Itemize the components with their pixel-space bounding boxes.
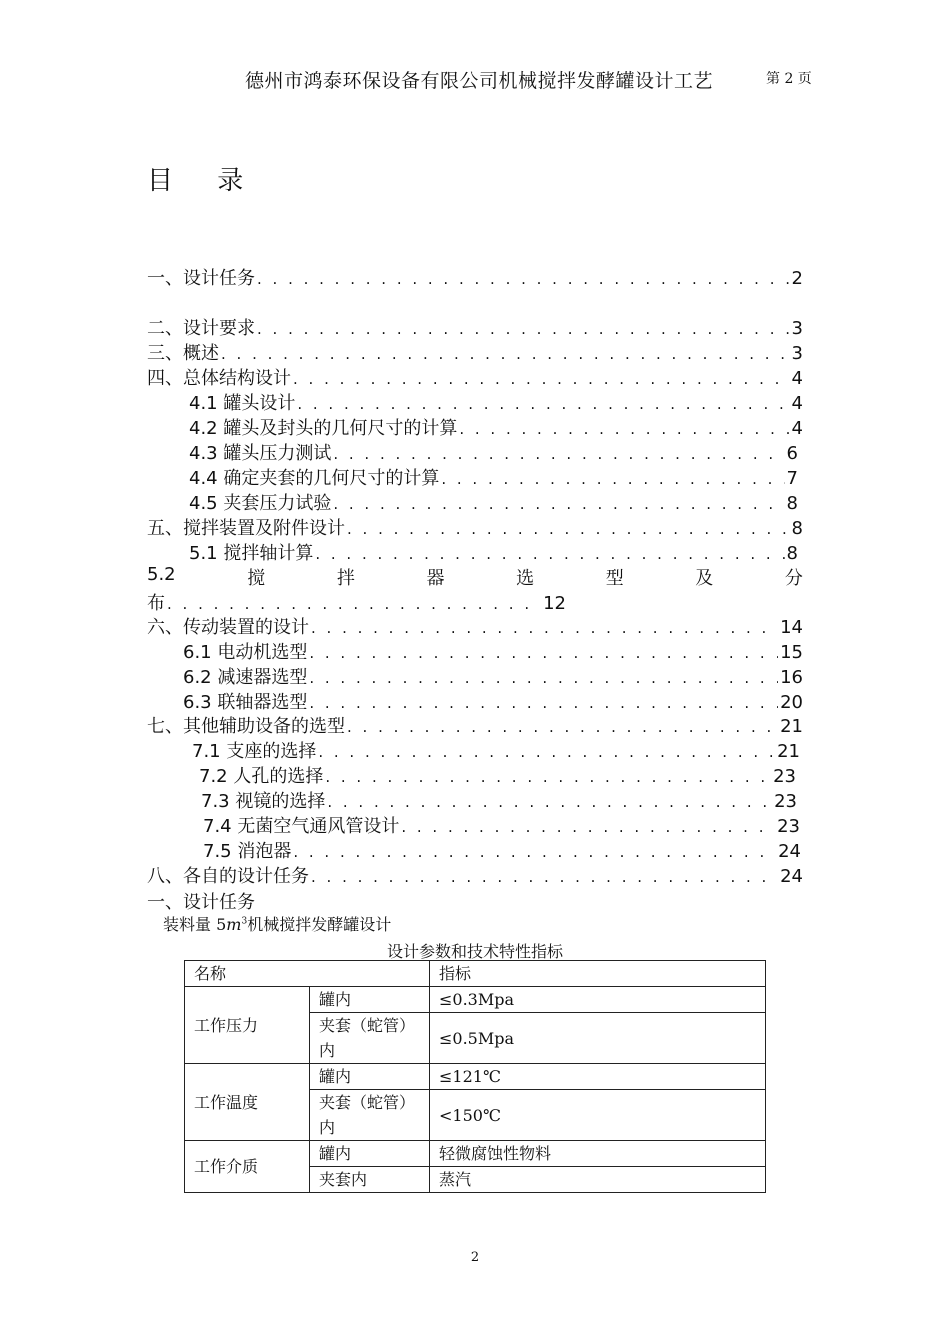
group-name-cell: 工作温度: [185, 1064, 310, 1141]
toc-entry[interactable]: [147, 613, 803, 637]
toc-entry-page: 4: [791, 368, 803, 389]
header-title: 德州市鸿泰环保设备有限公司机械搅拌发酵罐设计工艺: [245, 70, 714, 92]
subtitle-prefix: 装料量 5: [163, 915, 227, 934]
toc-entry[interactable]: [147, 862, 803, 886]
toc-spread-word: 型: [605, 568, 624, 589]
toc-entry-page: 4: [791, 393, 803, 414]
toc-entry[interactable]: [189, 414, 803, 438]
toc-spread-word: 器: [426, 568, 445, 589]
toc-entry-page: 8: [791, 518, 803, 539]
sub-item-cell: 夹套（蛇管）内: [310, 1090, 430, 1141]
sub-item-cell: 罐内: [310, 1141, 430, 1167]
toc-entry-page: 6: [786, 443, 798, 464]
subtitle-sup: 3: [241, 916, 248, 927]
toc-entry-page: 24: [778, 841, 801, 862]
toc-entry-page: 8: [786, 543, 798, 564]
toc-entry[interactable]: [201, 787, 797, 811]
toc-entry-label: 6.3 联轴器选型: [183, 692, 308, 713]
toc-entry-label: 7.1 支座的选择: [192, 741, 317, 762]
subtitle-suffix: 机械搅拌发酵罐设计: [247, 915, 392, 934]
toc-leader-dots: [459, 420, 789, 438]
toc-entry[interactable]: [203, 837, 801, 861]
sub-item-cell: 罐内: [310, 1064, 430, 1090]
toc-leader-dots: [311, 868, 778, 886]
toc-entry[interactable]: [189, 489, 798, 513]
value-cell: ≤0.5Mpa: [430, 1013, 766, 1064]
toc-entry[interactable]: [147, 339, 803, 363]
toc-entry-label: 二、设计要求: [147, 318, 255, 339]
toc-leader-dots: [257, 320, 790, 338]
toc-spread-word: 5.2: [147, 564, 176, 585]
toc-leader-dots: [293, 370, 790, 388]
table-header-row: [185, 961, 766, 987]
toc-leader-dots: [318, 743, 775, 761]
toc-entry[interactable]: [203, 812, 800, 836]
toc-leader-dots: [311, 619, 778, 637]
toc-leader-dots: [293, 843, 776, 861]
toc-entry-label: 六、传动装置的设计: [147, 617, 309, 638]
toc-entry-label: 五、搅拌装置及附件设计: [147, 518, 345, 539]
toc-entry[interactable]: [147, 712, 803, 736]
toc-entry-page: 12: [543, 593, 566, 614]
toc-leader-dots: [327, 793, 772, 811]
design-parameters-table: [184, 960, 766, 1193]
toc-leader-dots: [315, 545, 784, 563]
toc-entry-page: 2: [791, 268, 803, 289]
toc-entry-label: 6.2 减速器选型: [183, 667, 308, 688]
footer-page-number: 2: [470, 1250, 480, 1265]
subtitle-unit: m: [226, 915, 242, 934]
toc-entry-page: 14: [780, 617, 803, 638]
toc-spread-word: 搅: [247, 568, 266, 589]
toc-entry-label: 7.2 人孔的选择: [199, 766, 324, 787]
toc-entry[interactable]: [147, 514, 803, 538]
toc-entry[interactable]: [192, 737, 800, 761]
toc-entry-label: 6.1 电动机选型: [183, 642, 308, 663]
toc-spread-word: 选: [516, 568, 535, 589]
toc-leader-dots: [257, 270, 790, 288]
header-page-label: 第 2 页: [766, 71, 812, 87]
toc-leader-dots: [309, 669, 778, 687]
toc-entry-label: 4.2 罐头及封头的几何尺寸的计算: [189, 418, 458, 439]
toc-entry-page: 15: [780, 642, 803, 663]
toc-entry-label: 4.3 罐头压力测试: [189, 443, 332, 464]
toc-entry[interactable]: [189, 439, 798, 463]
toc-leader-dots: [347, 520, 790, 538]
toc-spread-word: 拌: [336, 568, 355, 589]
table-row: [185, 987, 766, 1013]
toc-entry[interactable]: [189, 464, 798, 488]
toc-entry-label: 4.5 夹套压力试验: [189, 493, 332, 514]
toc-entry-page: 23: [774, 791, 797, 812]
toc-entry[interactable]: [147, 264, 803, 288]
toc-entry-page: 21: [780, 716, 803, 737]
value-cell: 轻微腐蚀性物料: [430, 1141, 766, 1167]
toc-entry-page: 21: [777, 741, 800, 762]
section-subtitle: [163, 912, 391, 935]
toc-entry-5-2-justified[interactable]: [147, 564, 803, 590]
value-cell: 蒸汽: [430, 1167, 766, 1193]
toc-heading: 目 录: [147, 166, 262, 196]
toc-entry-page: 8: [786, 493, 798, 514]
toc-entry[interactable]: [183, 688, 803, 712]
toc-entry[interactable]: [199, 762, 796, 786]
toc-leader-dots: [167, 595, 541, 613]
toc-entry[interactable]: [147, 314, 803, 338]
toc-entry-label: 三、概述: [147, 343, 219, 364]
header-cell-value: 指标: [430, 961, 766, 987]
sub-item-cell: 夹套内: [310, 1167, 430, 1193]
toc-entry-page: 3: [791, 343, 803, 364]
table-caption: 设计参数和技术特性指标: [386, 942, 563, 961]
toc-leader-dots: [347, 718, 778, 736]
header-cell-name: 名称: [185, 961, 430, 987]
toc-entry-label: 4.1 罐头设计: [189, 393, 296, 414]
section-title: 一、设计任务: [147, 892, 255, 913]
toc-entry[interactable]: [183, 638, 803, 662]
toc-entry[interactable]: [189, 539, 798, 563]
group-name-cell: 工作介质: [185, 1141, 310, 1193]
table-row: [185, 1064, 766, 1090]
toc-entry-label: 7.4 无菌空气通风管设计: [203, 816, 400, 837]
toc-entry-label: 7.5 消泡器: [203, 841, 292, 862]
toc-spread-word: 及: [695, 568, 714, 589]
toc-entry[interactable]: [147, 364, 803, 388]
toc-entry-page: 3: [791, 318, 803, 339]
toc-leader-dots: [309, 644, 778, 662]
toc-leader-dots: [309, 694, 778, 712]
toc-entry-label: 布: [147, 593, 165, 614]
toc-leader-dots: [441, 470, 784, 488]
toc-leader-dots: [401, 818, 775, 836]
toc-leader-dots: [325, 768, 771, 786]
toc-entry-label: 一、设计任务: [147, 268, 255, 289]
table-row: [185, 1141, 766, 1167]
group-name-cell: 工作压力: [185, 987, 310, 1064]
toc-entry[interactable]: [147, 589, 566, 613]
toc-entry-label: 5.1 搅拌轴计算: [189, 543, 314, 564]
toc-entry-page: 4: [791, 418, 803, 439]
toc-spread-word: 分: [784, 568, 803, 589]
toc-entry-label: 七、其他辅助设备的选型: [147, 716, 345, 737]
toc-leader-dots: [333, 495, 784, 513]
toc-entry-page: 20: [780, 692, 803, 713]
toc-entry-page: 23: [773, 766, 796, 787]
toc-leader-dots: [221, 345, 790, 363]
toc-leader-dots: [333, 445, 784, 463]
sub-item-cell: 夹套（蛇管）内: [310, 1013, 430, 1064]
sub-item-cell: 罐内: [310, 987, 430, 1013]
toc-entry[interactable]: [189, 389, 803, 413]
toc-entry-page: 7: [786, 468, 798, 489]
toc-entry-page: 16: [780, 667, 803, 688]
toc-entry-label: 八、各自的设计任务: [147, 866, 309, 887]
toc-entry-page: 24: [780, 866, 803, 887]
toc-entry-label: 四、总体结构设计: [147, 368, 291, 389]
value-cell: <150℃: [430, 1090, 766, 1141]
toc-entry-page: 23: [777, 816, 800, 837]
value-cell: ≤121℃: [430, 1064, 766, 1090]
toc-entry-label: 4.4 确定夹套的几何尺寸的计算: [189, 468, 440, 489]
toc-leader-dots: [297, 395, 789, 413]
value-cell: ≤0.3Mpa: [430, 987, 766, 1013]
toc-entry[interactable]: [183, 663, 803, 687]
toc-entry-label: 7.3 视镜的选择: [201, 791, 326, 812]
